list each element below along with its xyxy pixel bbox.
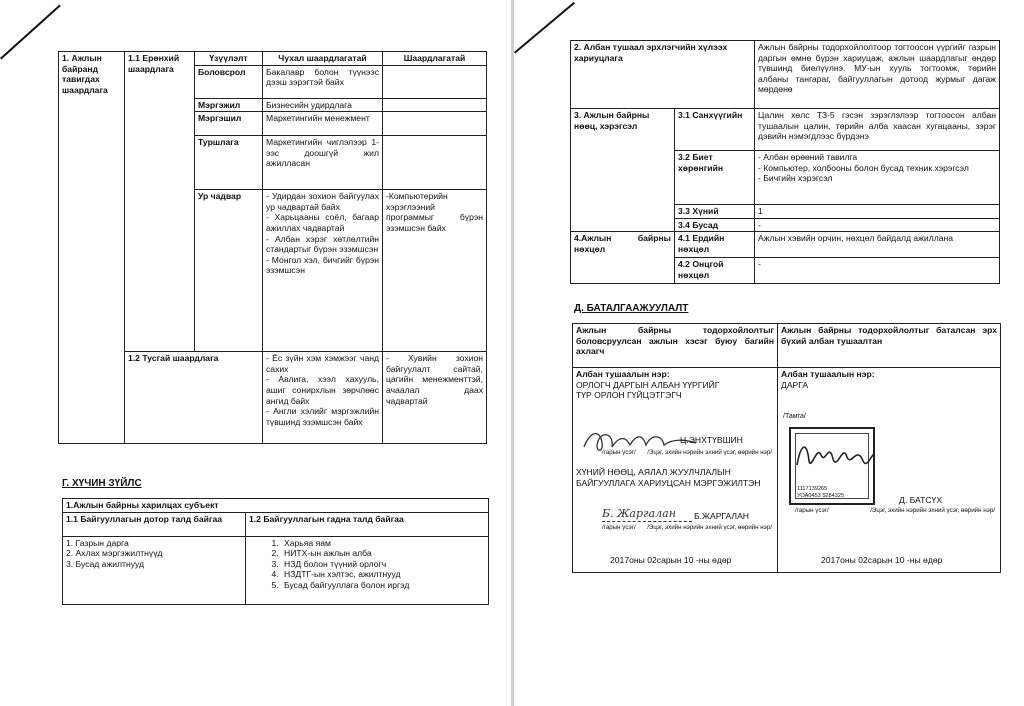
human-label: 3.3 Хүний	[675, 205, 755, 219]
approval-right-header: Ажлын байрны тодорхойлолтыг баталсан эрх бүхий албан тушаалтан	[778, 324, 1001, 368]
signer-2-name: Б.ЖАРГАЛАН	[694, 511, 750, 521]
contacts-table	[62, 498, 489, 605]
stamp-label: /Тамга/	[783, 413, 806, 420]
section-requirements-label: 1. Ажлын байранд тавигдах шаардлага	[59, 52, 125, 444]
approval-table	[572, 323, 1001, 573]
internal-item: 1. Газрын дарга	[66, 537, 129, 548]
stamp-code-1: 1117139265	[797, 486, 828, 493]
special-requirements-desirable: - Хувийн зохион байгуулалт сайтай, цагийн менежменттэй, ачаалал даах чадвартай	[383, 352, 487, 444]
special-requirements-essential: - Ёс зүйн хэм хэмжээг чанд сахих - Авлига, хээл хахууль, ашиг сонирхлын зөрчлөөс ангид байх - Англи хэлийг мэргэжлийн түвшинд эзэмшсэн байх	[263, 352, 383, 444]
signature-caption-1: /гарын үсэг/	[602, 449, 636, 456]
external-item: 5. Бусад байгууллага болон иргэд	[281, 580, 485, 591]
signature-line-2	[602, 521, 692, 522]
row-education-essential: Бакалавр болон түүнээс дээш зэрэгтэй байх	[263, 65, 383, 98]
signature-3	[793, 435, 877, 475]
contacts-external-list	[246, 536, 489, 604]
approval-right-cell	[778, 368, 1001, 573]
post-name-right: ДАРГА	[781, 379, 809, 390]
row-education-label: Боловсрол	[195, 65, 263, 98]
row-specialization-essential: Маркетингийн менежмент	[263, 112, 383, 136]
responsibility-text: Ажлын байрны тодорхойлолтоор тогтоосон үүргийг газрын даргын өмнө бүрэн хариуцаж, ажлын шаардлагыг өндөр түвшинд биелүүлнэ. МУ-ын хууль тогтоомж, төрийн албаны тангараг, байгууллагын дотоод журмыг дагаж мөрдөнө	[755, 41, 1000, 109]
row-specialization-label: Мэргэшил	[195, 112, 263, 136]
general-requirements-label: 1.1 Ерөнхий шаардлага	[125, 52, 195, 352]
name-caption-3: /Эцэг, эхийн нэрийн эхний үсэг, өөрийн нэр/	[870, 507, 995, 514]
left-page	[0, 0, 511, 706]
contacts-title: 1.Ажлын байрны харилцах субъект	[63, 499, 489, 513]
external-item: 1. Харьяа яам	[281, 538, 485, 549]
internal-item: 2. Ахлах мэргэжилтнүүд	[66, 548, 163, 559]
normal-conditions-label: 4.1 Ердийн нөхцөл	[675, 232, 755, 258]
row-profession-label: Мэргэжил	[195, 98, 263, 112]
special-requirements-label: 1.2 Тусгай шаардлага	[125, 352, 263, 444]
hr-specialist-title: ХҮНИЙ НӨӨЦ, АЯЛАЛ ЖУУЛЧЛАЛЫН БАЙГУУЛЛАГА ХАРИУЦСАН МЭРГЭЖИЛТЭН	[576, 467, 761, 488]
right-page	[514, 0, 1024, 706]
conditions-label: 4.Ажлын байрны нөхцөл	[571, 232, 675, 284]
physical-assets-text: - Албан өрөөний тавилга - Компьютер, холбооны болон бусад техник хэрэгсэл - Бичгийн хэрэгсэл	[755, 151, 1000, 205]
row-experience-essential: Маркетингийн чиглэлээр 1-ээс доошгүй жил ажилласан	[263, 136, 383, 190]
signer-2-handwritten: Б. Жаргалан	[602, 507, 676, 520]
approval-left-header: Ажлын байрны тодорхойлолтыг боловсруулсан ажлын хэсэг буюу багийн ахлагч	[573, 324, 778, 368]
post-label-right: Албан тушаалын нэр:	[781, 369, 875, 379]
row-specialization-desirable	[383, 112, 487, 136]
name-caption-1: /Эцэг, эхийн нэрийн эхний үсэг, өөрийн нэр/	[647, 449, 772, 456]
stamp-codes	[797, 486, 844, 499]
col-header-indicator: Үзүүлэлт	[195, 52, 263, 66]
corner-mark	[0, 4, 61, 59]
section-g-heading: Г. ХҮЧИН ЗҮЙЛС	[62, 478, 142, 489]
row-skills-label: Ур чадвар	[195, 190, 263, 352]
resources-label: 3. Ажлын байрны нөөц, хэрэгсэл	[571, 109, 675, 232]
row-profession-essential: Бизнесийн удирдлага	[263, 98, 383, 112]
section-d-heading: Д. БАТАЛГААЖУУЛАЛТ	[574, 303, 689, 314]
human-text: 1	[755, 205, 1000, 219]
contacts-internal-list	[63, 536, 246, 604]
other-text: -	[755, 218, 1000, 232]
post-label-left: Албан тушаалын нэр:	[576, 369, 670, 379]
special-conditions-text: -	[755, 258, 1000, 284]
special-conditions-label: 4.2 Онцгой нөхцөл	[675, 258, 755, 284]
internal-item: 3. Бусад ажилтнууд	[66, 558, 145, 569]
date-left: 2017оны 02сарын 10 -ны өдөр	[610, 555, 732, 565]
contacts-external-header: 1.2 Байгууллагын гадна талд байгаа	[246, 512, 489, 536]
row-experience-label: Туршлага	[195, 136, 263, 190]
requirements-table	[58, 51, 487, 444]
official-stamp	[789, 427, 875, 505]
row-education-desirable	[383, 65, 487, 98]
signer-3-name: Д. БАТСҮХ	[899, 495, 943, 505]
date-right: 2017оны 02сарын 10 -ны өдөр	[821, 555, 943, 565]
physical-assets-label: 3.2 Биет хөрөнгийн	[675, 151, 755, 205]
corner-mark	[514, 2, 575, 54]
responsibility-table	[570, 40, 1000, 284]
name-caption-2: /Эцэг, эхийн нэрийн эхний үсэг, өөрийн нэр/	[647, 524, 772, 531]
external-item: 3. НЗД болон түүний орлогч	[281, 559, 485, 570]
financial-label: 3.1 Санхүүгийн	[675, 109, 755, 151]
external-item: 2. НИТХ-ын ажлын алба	[281, 548, 485, 559]
contacts-internal-header: 1.1 Байгууллагын дотор талд байгаа	[63, 512, 246, 536]
signature-caption-2: /гарын үсэг/	[602, 524, 636, 531]
col-header-desirable: Шаардлагатай	[383, 52, 487, 66]
stamp-code-2: УОА0453 5284325	[797, 492, 845, 499]
col-header-essential: Чухал шаардлагатай	[263, 52, 383, 66]
financial-text: Цалин хөлс ТЗ-5 гэсэн зэрэглэлээр тогтоосон албан тушаалын цалин, төрийн алба хаасан хугацааны, зэрэг дэвийн нэмэгдлээс бүрдэнэ	[755, 109, 1000, 151]
approval-left-cell	[573, 368, 778, 573]
other-label: 3.4 Бусад	[675, 218, 755, 232]
row-profession-desirable	[383, 98, 487, 112]
signer-1-name: Ц.ЭНХТҮВШИН	[680, 435, 743, 445]
responsibility-label: 2. Албан тушаал эрхлэгчийн хүлээх хариуцлага	[571, 41, 755, 109]
external-item: 4. НЗДТГ-ын хэлтэс, ажилтнууд	[281, 569, 485, 580]
post-name-left: ОРЛОГЧ ДАРГЫН АЛБАН ҮҮРГИЙГ ТҮР ОРЛОН ГҮЙЦЭТГЭГЧ	[576, 379, 720, 401]
row-experience-desirable	[383, 136, 487, 190]
row-skills-essential: - Удирдан зохион байгуулах ур чадвартай байх - Харьцааны соёл, багаар ажиллах чадвартай - Албан хэрэг хөтлөлтийн стандартыг бүрэн эзэмшсэн - Монгол хэл, бичгийг бүрэн эзэмшсэн	[263, 190, 383, 352]
normal-conditions-text: Ажлын хэвийн орчин, нөхцөл байдалд ажиллана	[755, 232, 1000, 258]
row-skills-desirable: -Компьютерийн хэрэглээний программыг бүрэн эзэмшсэн байх	[383, 190, 487, 352]
signature-caption-3: /гарын үсэг/	[795, 507, 829, 514]
